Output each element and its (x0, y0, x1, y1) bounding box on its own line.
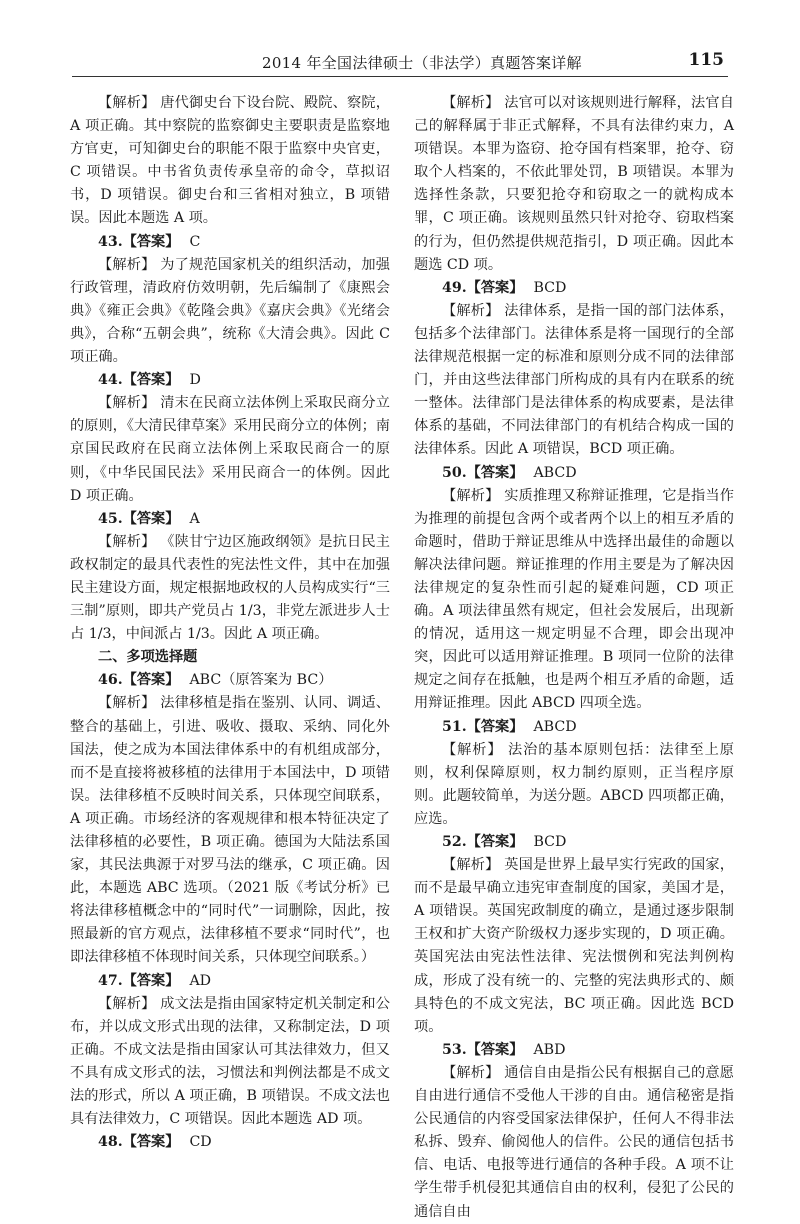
explanation-53: 【解析】 通信自由是指公民有根据自己的意愿自由进行通信不受他人干涉的自由。通信秘密是指公民通信的内容受国家法律保护，任何人不得非法私拆、毁弃、偷阅他人的信件。公民的通信包括书信、电话、电报等进行通信的各种手段。A 项不让学生带手机侵犯其通信自由的权利，侵犯了公民的通信自由 (414, 1064, 734, 1220)
explanation-46: 【解析】 法律移植是指在鉴别、认同、调适、整合的基础上，引进、吸收、摄取、采纳、同化外国法，使之成为本国法律体系中的有机组成部分，而不是直接将被移植的法律用于本国法中，D 项错误。法律移植不反映时间关系，只体现空间联系，A 项正确。市场经济的客观规律和根本特征决定了法律移植的必要性，B 项正确。德国为大陆法系国家，其民法典源于对罗马法的继承，C 项正确。因此，本题选 ABC 选项。（2021 版《考试分析》已将法律移植概念中的“同时代”一词删除，因此，按照最新的官方观点，法律移植不要求“同时代”，也即法律移植不体现时间关系，只体现空间联系。） (70, 695, 390, 966)
answer-label: 50.【答案】 (442, 464, 524, 481)
section-heading: 二、多项选择题 (98, 649, 198, 666)
answer-value: BCD (533, 279, 567, 296)
answer-label: 51.【答案】 (442, 718, 524, 735)
explanation-43: 【解析】 为了规范国家机关的组织活动，加强行政管理，清政府仿效明朝，先后编制了《康熙会典》《雍正会典》《乾隆会典》《嘉庆会典》《光绪会典》，合称“五朝会典”，统称《大清会典》。因此 C 项正确。 (70, 256, 390, 366)
answer-48 (70, 1131, 390, 1154)
running-header (72, 48, 728, 77)
answer-45 (70, 508, 390, 531)
answer-label: 52.【答案】 (442, 834, 524, 850)
explanation-47: 【解析】 成文法是指由国家特定机关制定和公布，并以成文形式出现的法律，又称制定法，D 项正确。不成文法是指由国家认可其法律效力，但又不具有成文形式的法，习惯法和判例法都是不成文法的形式，所以 A 项正确，B 项错误。不成文法也具有法律效力，C 项错误。因此本题选 AD 项。 (70, 995, 390, 1128)
page-number: 115 (688, 50, 724, 70)
answer-label: 44.【答案】 (98, 372, 180, 389)
answer-label: 53.【答案】 (442, 1041, 524, 1058)
answer-50 (414, 462, 734, 485)
answer-53 (414, 1039, 734, 1062)
answer-value: BCD (533, 834, 567, 850)
explanation-48: 【解析】 法官可以对该规则进行解释，法官自己的解释属于非正式解释，不具有法律约束力，A 项错误。本罪为盗窃、抢夺国有档案罪，抢夺、窃取个人档案的，不依此罪处罚，B 项错误。本罪为选择性条款，只要犯抢夺和窃取之一的就构成本罪，C 项正确。该规则虽然只针对抢夺、窃取档案的行为，但仍然提供规范指引，D 项正确。因此本题选 CD 项。 (414, 95, 734, 273)
answer-label: 48.【答案】 (98, 1134, 180, 1151)
answer-label: 45.【答案】 (98, 510, 180, 527)
left-column (70, 92, 390, 1154)
explanation-52: 【解析】 英国是世界上最早实行宪政的国家，而不是最早确立违宪审查制度的国家，美国才是，A 项错误。英国宪政制度的确立，是通过逐步限制王权和扩大资产阶级权力逐步实现的，D 项正确。英国宪法由宪法性法律、宪法惯例和宪法判例构成，形成了没有统一的、完整的宪法典形式的、颇具特色的不成文宪法，BC 项正确。因此选 BCD 项。 (414, 857, 734, 1035)
answer-value: D (189, 372, 201, 389)
answer-47 (70, 970, 390, 993)
answer-49 (414, 277, 734, 300)
answer-51 (414, 716, 734, 739)
answer-46 (70, 669, 390, 692)
answer-value: ABCD (533, 464, 577, 481)
explanation-50: 【解析】 实质推理又称辩证推理，它是指当作为推理的前提包含两个或者两个以上的相互矛盾的命题时，借助于辩证思维从中选择出最佳的命题以解决法律问题。辩证推理的作用主要是为了解决因法律规定的复杂性而引起的疑难问题，CD 项正确。A 项法律虽然有规定，但社会发展后，出现新的情况，适用这一规定明显不合理，即会出现冲突，因此可以适用辩证推理。B 项同一位阶的法律规定之间存在抵触，也是两个相互矛盾的命题，适用辩证推理。因此 ABCD 四项全选。 (414, 487, 734, 712)
answer-label: 43.【答案】 (98, 233, 180, 250)
answer-value: AD (189, 972, 212, 989)
answer-44 (70, 369, 390, 392)
answer-52 (414, 831, 734, 854)
explanation-51: 【解析】 法治的基本原则包括：法律至上原则，权利保障原则，权力制约原则，正当程序原则。此题较简单，为送分题。ABCD 四项都正确，应选。 (414, 741, 734, 827)
answer-value: ABD (533, 1041, 566, 1058)
answer-label: 46.【答案】 (98, 672, 180, 689)
explanation-45: 【解析】 《陕甘宁边区施政纲领》是抗日民主政权制定的最具代表性的宪法性文件，其中在加强民主建设方面，规定根据地政权的人员构成实行“三三制”原则，即共产党员占 1/3，非党左派进步人士占 1/3，中间派占 1/3。因此 A 项正确。 (70, 533, 390, 643)
explanation-42: 【解析】 唐代御史台下设台院、殿院、察院，A 项正确。其中察院的监察御史主要职责是监察地方官吏，可知御史台的职能不限于监察中央官吏，C 项错误。中书省负责传承皇帝的命令，草拟诏书，D 项错误。御史台和三省相对独立，B 项错误。因此本题选 A 项。 (70, 95, 390, 227)
answer-value: A (189, 510, 200, 527)
answer-value: C (189, 233, 201, 250)
explanation-49: 【解析】 法律体系，是指一国的部门法体系，包括多个法律部门。法律体系是将一国现行的全部法律规范根据一定的标准和原则分成不同的法律部门，并由这些法律部门所构成的具有内在联系的统一整体。法律部门是法律体系的构成要素，是法律体系的基础，不同法律部门的有机结合构成一国的法律体系。因此 A 项错误，BCD 项正确。 (414, 302, 734, 458)
answer-value: ABC（原答案为 BC） (189, 672, 333, 689)
answer-label: 47.【答案】 (98, 972, 180, 989)
answer-value: ABCD (533, 718, 577, 735)
answer-43 (70, 231, 390, 254)
explanation-44: 【解析】 清末在民商立法体例上采取民商分立的原则，《大清民律草案》采用民商分立的体例；南京国民政府在民商立法体例上采取民商合一的原则，《中华民国民法》采用民商合一的体例。因此 D 项正确。 (70, 395, 390, 504)
answer-label: 49.【答案】 (442, 279, 524, 296)
answer-value: CD (189, 1134, 212, 1151)
right-column (414, 92, 734, 1224)
header-title: 2014 年全国法律硕士（非法学）真题答案详解 (262, 54, 582, 72)
